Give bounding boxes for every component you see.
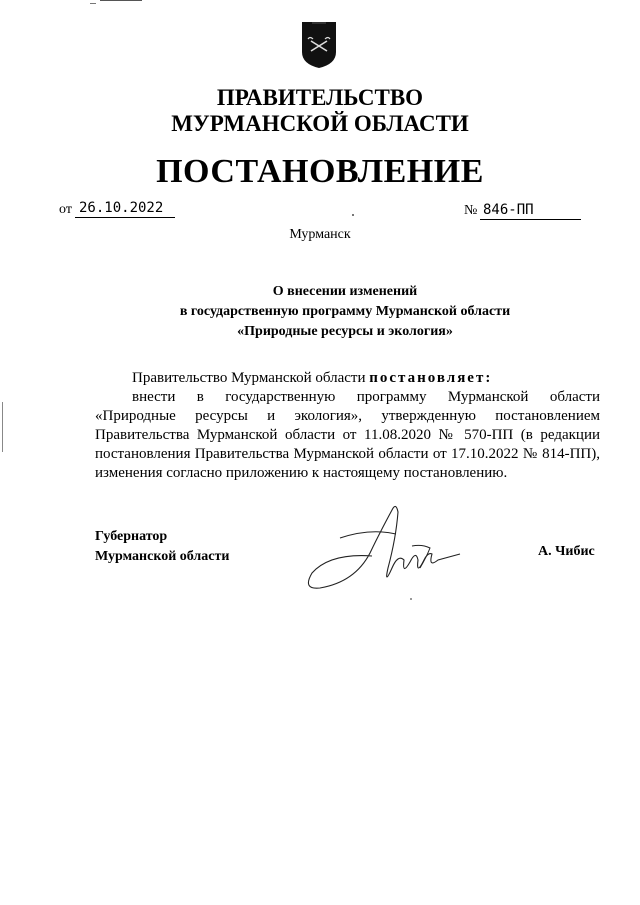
scan-artifact [2,402,3,452]
signatory-role-line2: Мурманской области [95,549,230,564]
body-rest: «Природные ресурсы и экология», утвержденную постановлением Правительства Мурманской области от 11.08.2020 № 570-ПП (в редакции постановления Правительства Мурманской области от 17.10.2022 № 814-ПП), изменения согласно приложению к настоящему постановлению. [95,408,600,481]
government-title-line2: МУРМАНСКОЙ ОБЛАСТИ [171,111,469,136]
signatory-role [95,527,229,567]
subject-line2: в государственную программу Мурманской области [179,304,511,319]
body-first-line: внести в государственную программу Мурманской области [132,389,600,405]
document-subject [0,282,640,342]
scan-artifact [410,598,412,600]
signatory-name: А. Чибис [538,544,595,559]
number-label: № [464,203,478,218]
document-body [95,369,600,483]
scan-artifact [352,214,354,216]
city: Мурманск [289,227,351,242]
document-number: 846-ПП [480,201,581,220]
date-label: от [59,202,72,217]
document-type: ПОСТАНОВЛЕНИЕ [156,153,484,190]
coat-of-arms-icon [296,18,342,70]
government-title-line1: ПРАВИТЕЛЬСТВО [216,85,424,110]
subject-line3: «Природные ресурсы и экология» [237,324,453,339]
signatory-role-line1: Губернатор [95,529,168,544]
subject-line1: О внесении изменений [272,284,418,299]
scan-artifact [90,3,96,4]
body-verb: постановляет: [369,370,493,386]
handwritten-signature [300,498,470,608]
body-intro-line [95,369,600,388]
scan-artifact [100,0,142,1]
body-intro: Правительство Мурманской области [132,370,366,386]
document-date: 26.10.2022 [75,199,175,218]
